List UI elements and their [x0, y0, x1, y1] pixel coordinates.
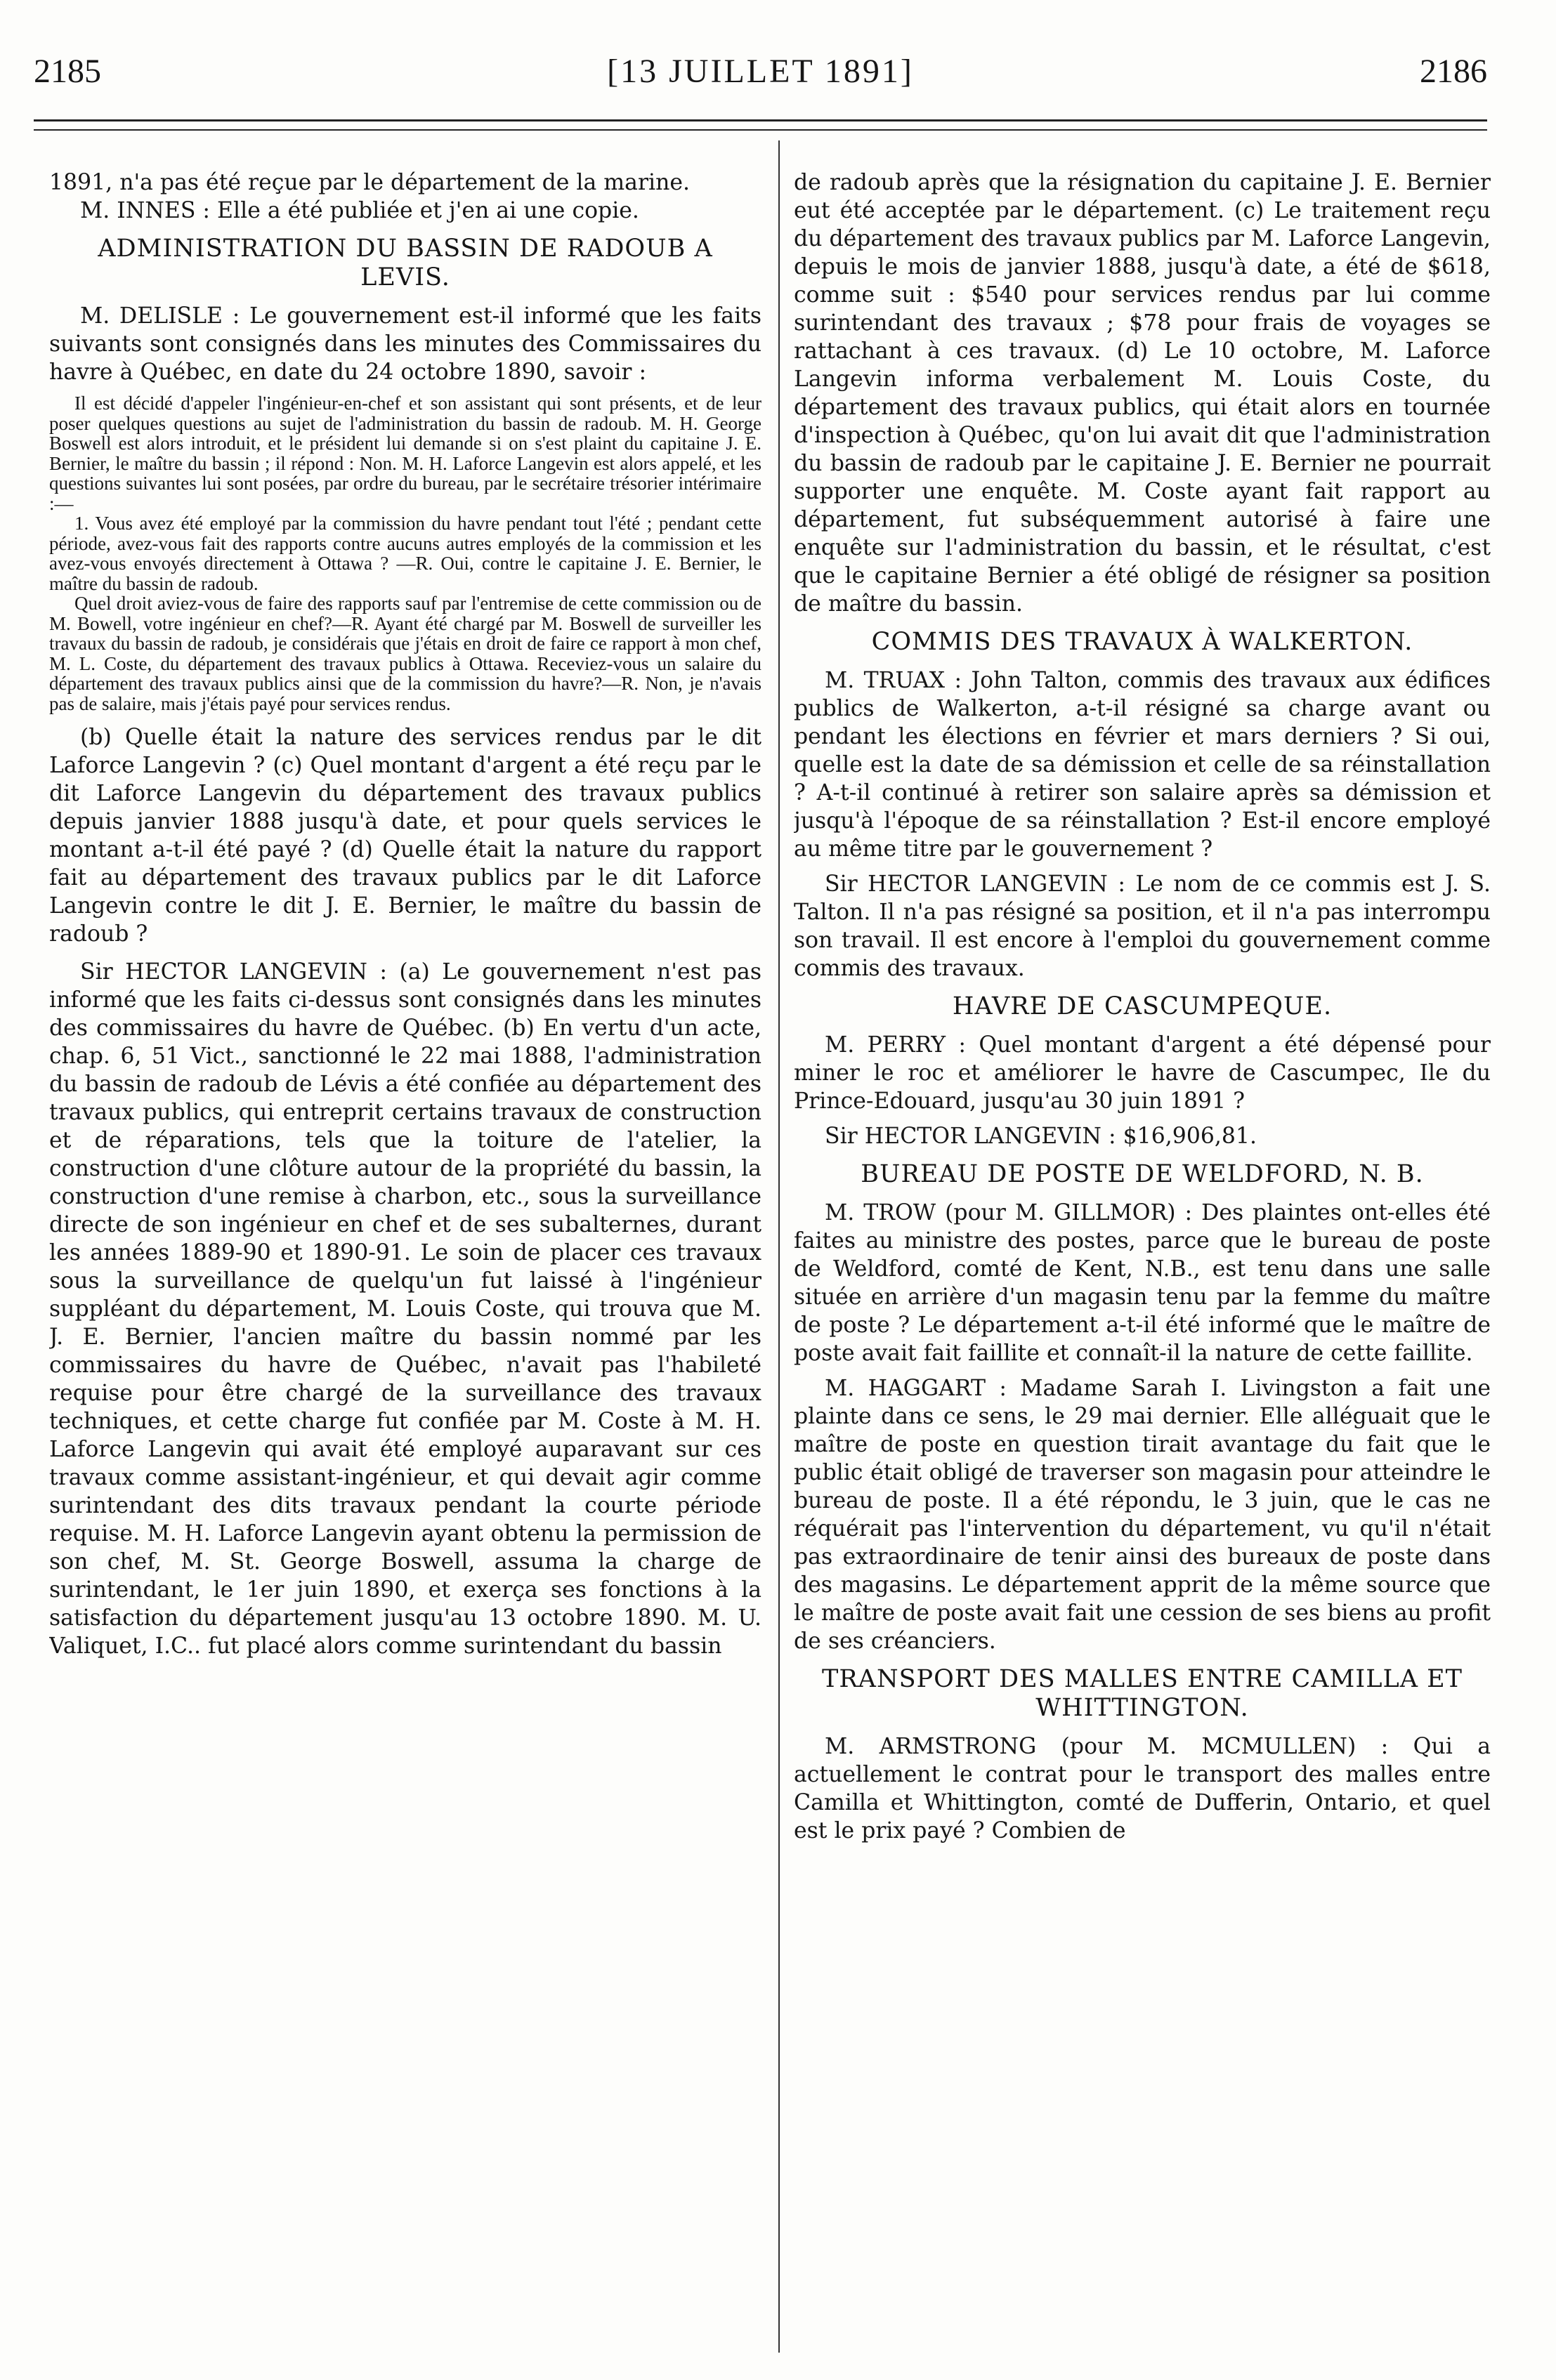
header-rule-top	[34, 119, 1487, 121]
paragraph: (b) Quelle était la nature des services rendus par le dit Laforce Langevin ? (c) Quel montant d'argent a été reçu par le dit Laforce Langevin du département des travaux publics depuis janvier 1888 jusqu'à date, et pour quels services le montant a-t-il été payé ? (d) Quelle était la nature du rapport fait au département des travaux publics par le dit Laforce Langevin contre le dit J. E. Bernier, le maître du bassin de radoub ?	[49, 725, 761, 947]
page-header	[34, 42, 1487, 98]
header-rule-bottom	[34, 129, 1487, 131]
paragraph: M. PERRY : Quel montant d'argent a été dépensé pour miner le roc et améliorer le havre de Cascumpec, Ile du Prince-Edouard, jusqu'au 30 juin 1891 ?	[794, 1032, 1491, 1114]
section-heading: COMMIS DES TRAVAUX À WALKERTON.	[871, 628, 1413, 656]
page-number-left: 2185	[34, 53, 101, 90]
page-date: [13 JUILLET 1891]	[607, 53, 914, 90]
quote-paragraph: 1. Vous avez été employé par la commission du havre pendant tout l'été ; pendant cette période, avez-vous fait des rapports contre aucuns autres employés de la commission et les avez-vous envoyés directement à Ottawa ? —R. Oui, contre le capitaine J. E. Bernier, le maître du bassin de radoub.	[49, 513, 761, 594]
paragraph: M. DELISLE : Le gouvernement est-il informé que les faits suivants sont consignés dans les minutes des Commissaires du havre à Québec, en date du 24 octobre 1890, savoir :	[49, 303, 761, 385]
column-divider	[778, 140, 780, 2353]
section-heading: BUREAU DE POSTE DE WELDFORD, N. B.	[861, 1160, 1424, 1188]
paragraph: Sir HECTOR LANGEVIN : (a) Le gouvernement n'est pas informé que les faits ci-dessus sont consignés dans les minutes des commissaires du havre de Québec. (b) En vertu d'un acte, chap. 6, 51 Vict., sanctionné le 22 mai 1888, l'administration du bassin de radoub de Lévis a été confiée au département des travaux publics, qui entreprit certains travaux de construction et de réparations, tels que la toiture de l'atelier, la construction d'une clôture autour de la propriété du bassin, la construction d'une remise à charbon, etc., sous la surveillance directe de son ingénieur en chef et de ses subalternes, durant les années 1889-90 et 1890-91. Le soin de placer ces travaux sous la surveillance de quelqu'un fut laissé à l'ingénieur suppléant du département, M. Louis Coste, qui trouva que M. J. E. Bernier, l'ancien maître du bassin nommé par les commissaires du havre de Québec, n'avait pas l'habileté requise pour être chargé de la surveillance des travaux techniques, et cette charge fut confiée par M. Coste à M. H. Laforce Langevin qui avait été employé auparavant sur ces travaux comme assistant-ingénieur, et qui devait agir comme surintendant des dits travaux pendant la courte période requise. M. H. Laforce Langevin ayant obtenu la permission de son chef, M. St. George Boswell, assuma la charge de surintendant, le 1er juin 1890, et exerça ses fonctions à la satisfaction du département jusqu'au 13 octobre 1890. M. U. Valiquet, I.C.. fut placé alors comme surintendant du bassin	[49, 959, 761, 1659]
page-number-right: 2186	[1420, 53, 1487, 90]
paragraph: 1891, n'a pas été reçue par le département de la marine.	[49, 170, 691, 195]
paragraph: de radoub après que la résignation du capitaine J. E. Bernier eut été acceptée par le département. (c) Le traitement reçu du département des travaux publics par M. Laforce Langevin, depuis le mois de janvier 1888, jusqu'à date, a été de $618, comme suit : $540 pour services rendus par lui comme surintendant des travaux ; $78 pour frais de voyages se rattachant à ces travaux. (d) Le 10 octobre, M. Laforce Langevin informa verbalement M. Louis Coste, du département des travaux publics, qui était alors en tournée d'inspection à Québec, qu'on lui avait dit que l'administration du bassin de radoub par le capitaine J. E. Bernier ne pourrait supporter une enquête. M. Coste ayant fait rapport au département, fut subséquemment autorisé à faire une enquête sur l'administration du bassin, et le résultat, c'est que le capitaine Bernier a été obligé de résigner sa position de maître du bassin.	[794, 170, 1491, 617]
quote-paragraph: Il est décidé d'appeler l'ingénieur-en-chef et son assistant qui sont présents, et de leur poser quelques questions au sujet de l'administration du bassin de radoub. M. H. George Boswell est alors introduit, et le président lui demande si on s'est plaint du capitaine J. E. Bernier, le maître du bassin ; il répond : Non. M. H. Laforce Langevin est alors appelé, et les questions suivantes lui sont posées, par ordre du bureau, par le secrétaire trésorier intérimaire :—	[49, 393, 761, 514]
paragraph: Sir HECTOR LANGEVIN : $16,906,81.	[825, 1124, 1257, 1149]
section-heading: TRANSPORT DES MALLES ENTRE CAMILLA ET WHITTINGTON.	[821, 1665, 1463, 1722]
quote-paragraph: Quel droit aviez-vous de faire des rapports sauf par l'entremise de cette commission ou de M. Bowell, votre ingénieur en chef?—R. Ayant été chargé par M. Boswell de surveiller les travaux du bassin de radoub, je considérais que j'étais en droit de faire ce rapport à mon chef, M. L. Coste, du département des travaux publics à Ottawa. Receviez-vous un salaire du département des travaux publics ainsi que de la commission du havre?—R. Non, je n'avais pas de salaire, mais j'étais payé pour services rendus.	[49, 593, 761, 714]
paragraph: M. ARMSTRONG (pour M. MCMULLEN) : Qui a actuellement le contrat pour le transport des malles entre Camilla et Whittington, comté de Dufferin, Ontario, et quel est le prix payé ? Combien de	[794, 1734, 1491, 1843]
quoted-minutes	[49, 393, 761, 714]
paragraph: M. TROW (pour M. GILLMOR) : Des plaintes ont-elles été faites au ministre des postes, parce que le bureau de poste de Weldford, comté de Kent, N.B., est tenu dans une salle située en arrière d'un magasin tenu par la femme du maître de poste ? Le département a-t-il été informé que le maître de poste avait fait faillite et connaît-il la nature de cette faillite.	[794, 1200, 1491, 1366]
paragraph: M. TRUAX : John Talton, commis des travaux aux édifices publics de Walkerton, a-t-il résigné sa charge avant ou pendant les élections en février et mars derniers ? Si oui, quelle est la date de sa démission et celle de sa réinstallation ? A-t-il continué à retirer son salaire après sa démission et jusqu'à l'époque de sa réinstallation ? Est-il encore employé au même titre par le gouvernement ?	[794, 668, 1491, 862]
right-column	[794, 169, 1491, 2353]
paragraph: M. INNES : Elle a été publiée et j'en ai une copie.	[80, 198, 639, 223]
paragraph: Sir HECTOR LANGEVIN : Le nom de ce commis est J. S. Talton. Il n'a pas résigné sa position, et il n'a pas interrompu son travail. Il est encore à l'emploi du gouvernement comme commis des travaux.	[794, 872, 1491, 981]
section-heading: HAVRE DE CASCUMPEQUE.	[952, 992, 1333, 1020]
section-heading: ADMINISTRATION DU BASSIN DE RADOUB A LEVIS.	[98, 235, 713, 291]
left-column	[49, 169, 761, 2353]
paragraph: M. HAGGART : Madame Sarah I. Livingston a fait une plainte dans ce sens, le 29 mai dernier. Elle alléguait que le maître de poste en question tirait avantage du fait que le public était obligé de traverser son magasin pour atteindre le bureau de poste. Il a été répondu, le 3 juin, que le cas ne réquérait pas l'intervention du département, vu qu'il n'était pas extraordinaire de tenir ainsi des bureaux de poste dans des magasins. Le département apprit de la même source que le maître de poste avait fait une cession de ses biens au profit de ses créanciers.	[794, 1376, 1491, 1654]
